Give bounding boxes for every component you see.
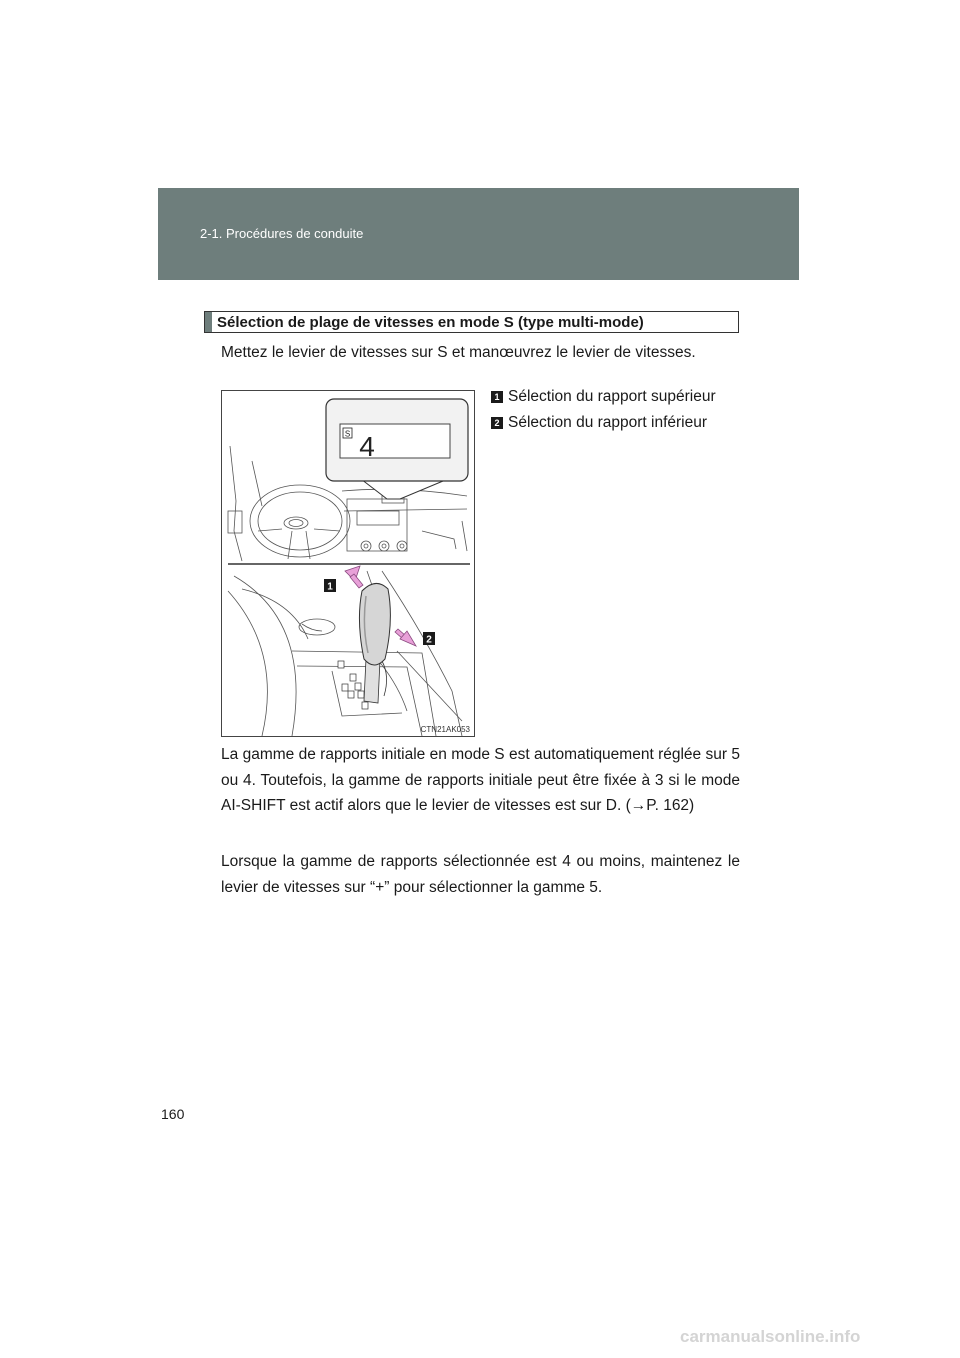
callout-text-2: Sélection du rapport inférieur [508, 414, 708, 431]
display-gear-digit: 4 [359, 431, 375, 462]
watermark: carmanualsonline.info [680, 1327, 861, 1346]
callout-upshift [491, 388, 716, 406]
intro-text: Mettez le levier de vitesses sur S et manœuvrez le levier de vitesses. [221, 344, 696, 361]
header-band [158, 188, 799, 280]
display-mode-letter: S [344, 429, 351, 439]
page-number: 160 [161, 1106, 185, 1122]
paragraph-initial-range: La gamme de rapports initiale en mode S est automatiquement réglée sur 5 ou 4. Toutefois, la gamme de rapports initiale peut être fixée à 3 si le mode AI-SHIFT est actif alors que le levier de vitesses est sur D. (→P. 162) [221, 746, 740, 814]
callout-downshift [491, 414, 707, 432]
upshift-arrow [345, 566, 363, 588]
marker-1: 1 [327, 581, 333, 593]
marker-2: 2 [426, 634, 432, 646]
shift-lever-illustration [221, 390, 475, 737]
illustration-drawing [222, 391, 474, 736]
callout-number-1: 1 [491, 391, 503, 403]
callout-text-1: Sélection du rapport supérieur [508, 388, 716, 405]
figure-code: CTN21AK053 [420, 725, 470, 734]
subheading-accent-bar [205, 312, 212, 332]
subheading-box [204, 311, 739, 333]
downshift-arrow [395, 629, 416, 646]
callout-number-2: 2 [491, 417, 503, 429]
paragraph-gear-5: Lorsque la gamme de rapports sélectionnée est 4 ou moins, maintenez le levier de vitesses sur “+” pour sélectionner la gamme 5. [221, 853, 740, 896]
section-title: 2-1. Procédures de conduite [200, 226, 364, 241]
subheading: Sélection de plage de vitesses en mode S (type multi-mode) [217, 314, 644, 331]
